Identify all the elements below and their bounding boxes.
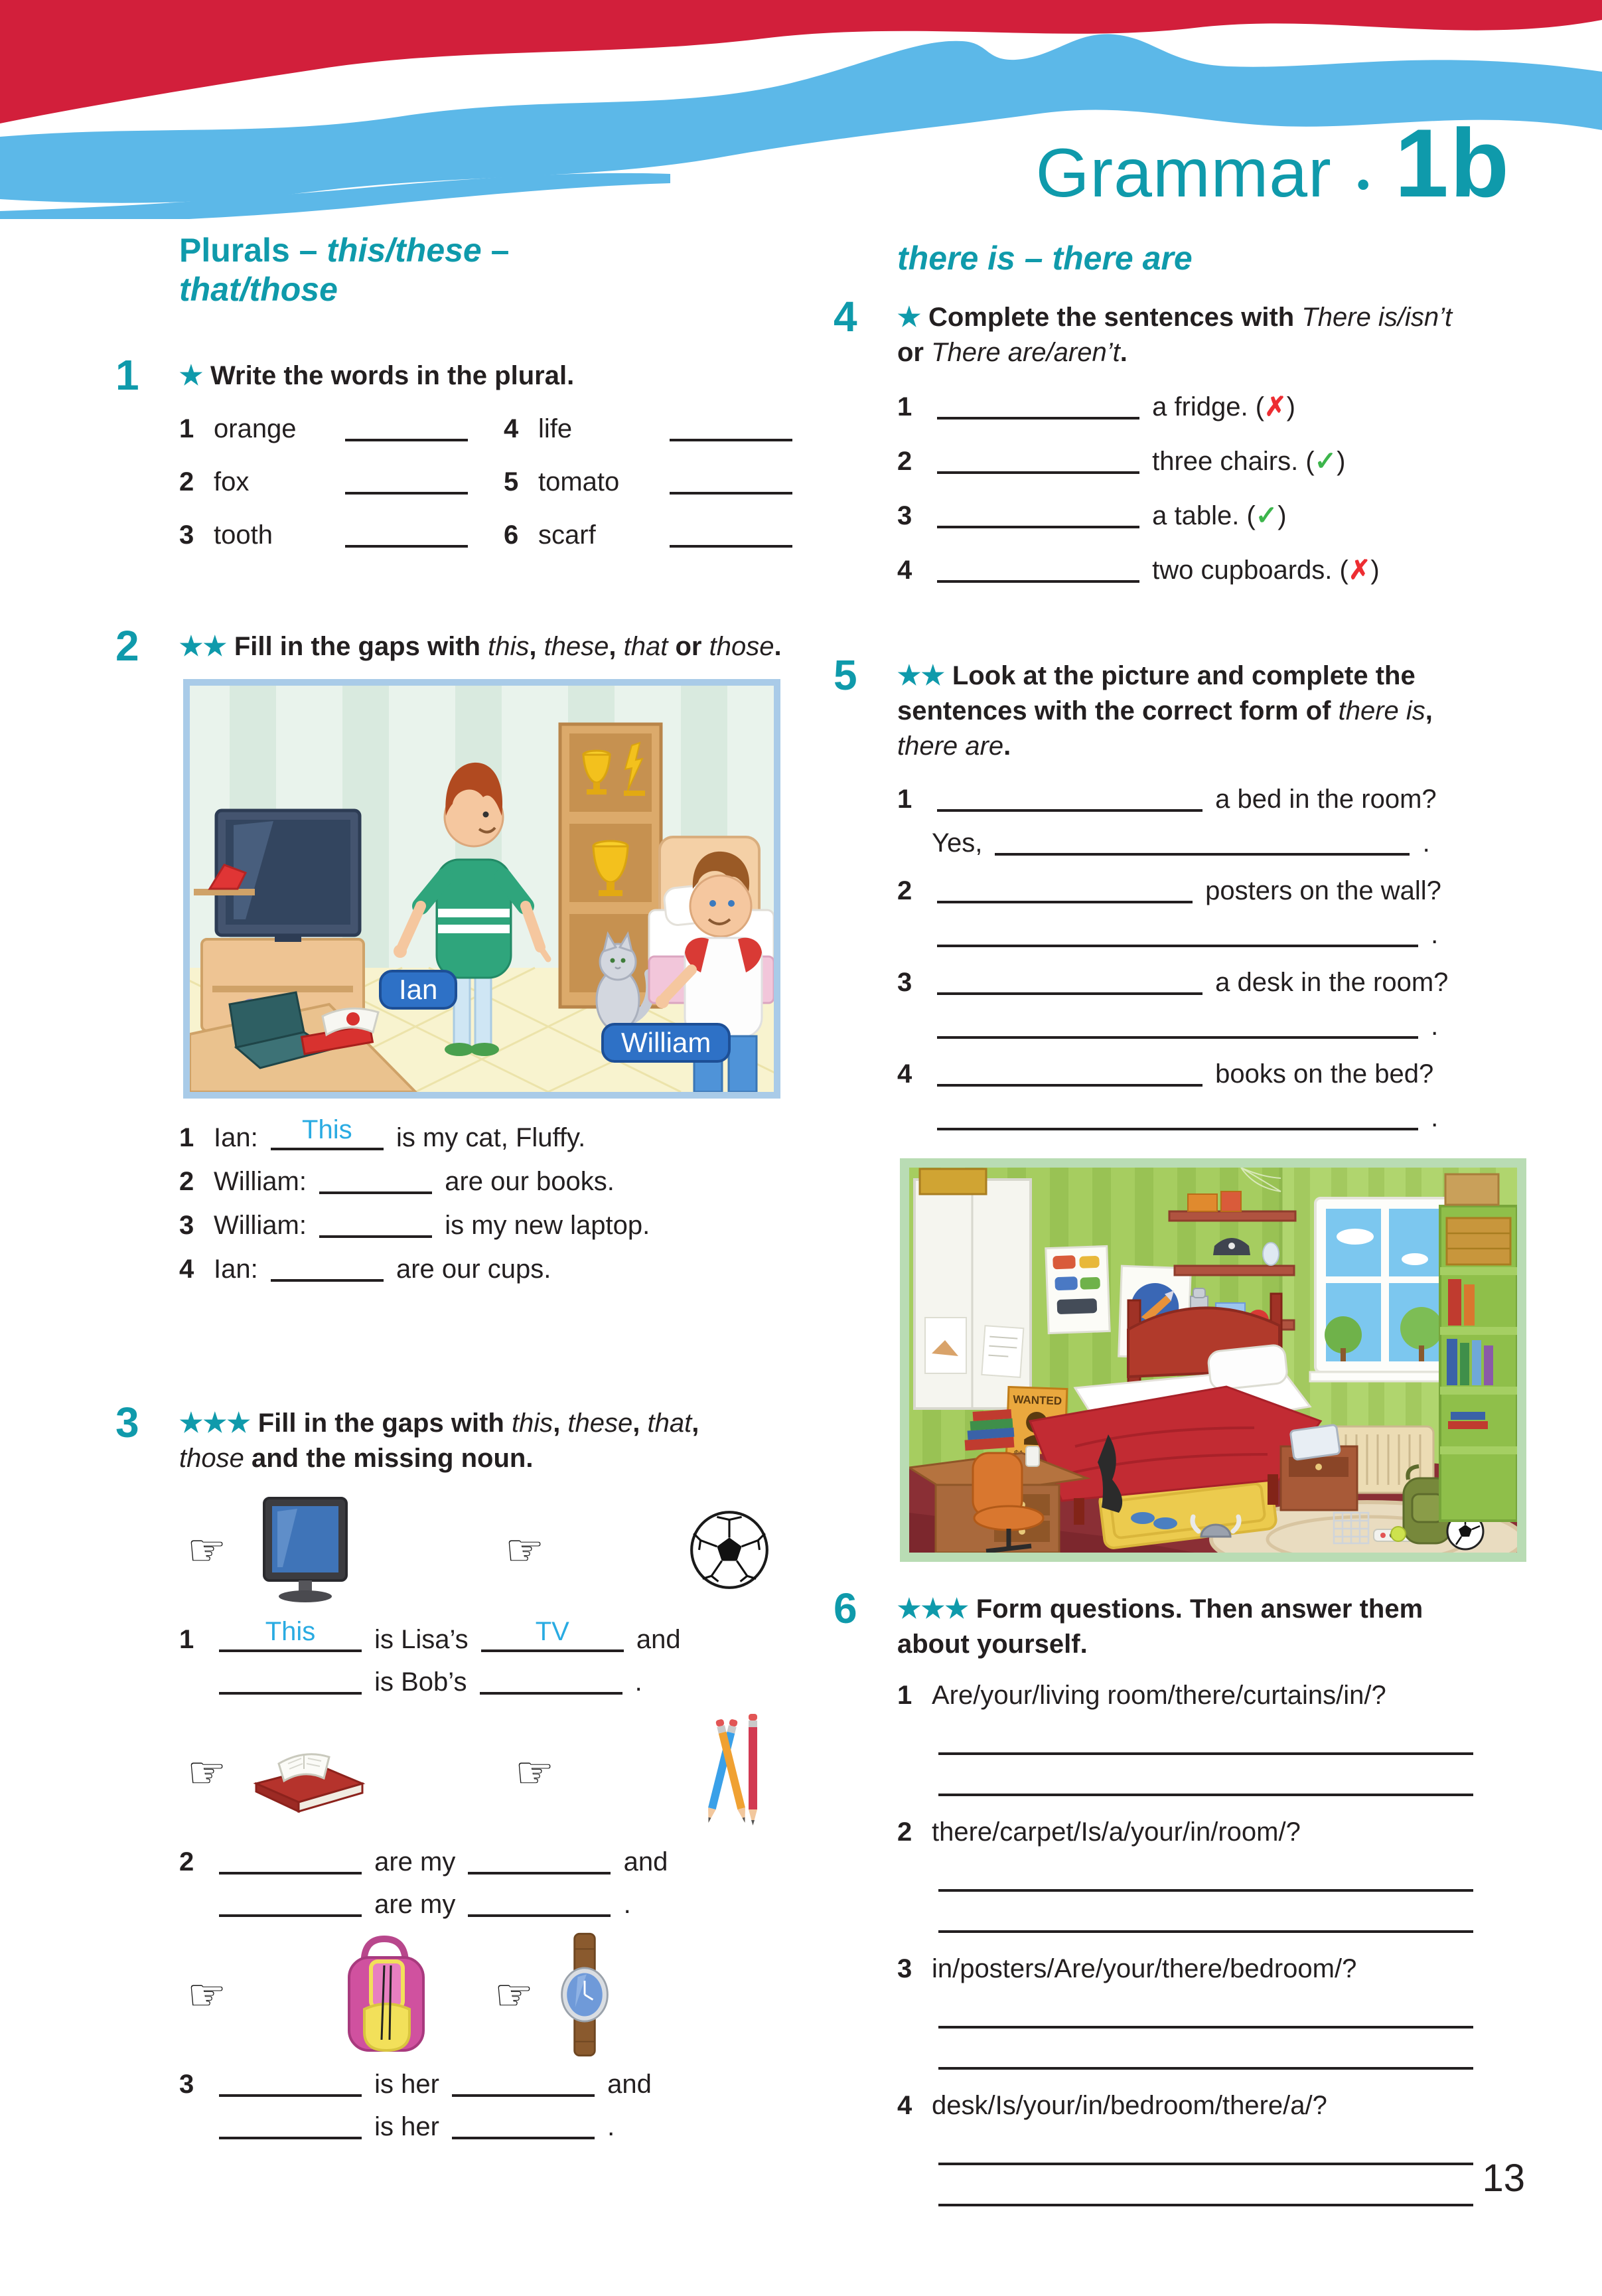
list-item: 1 a fridge. (✗) bbox=[897, 392, 1295, 421]
fill-in-blank bbox=[937, 1064, 1202, 1087]
list-item: 1 Are/your/living room/there/curtains/in/? bbox=[897, 1679, 1536, 1796]
fill-in-blank bbox=[937, 1108, 1418, 1130]
fill-in-blank bbox=[345, 419, 468, 441]
fill-in-blank bbox=[219, 1616, 362, 1652]
list-item: 1 orange bbox=[179, 412, 481, 445]
object-row-2 bbox=[179, 1708, 806, 1837]
list-item: 2 William: are our books. bbox=[179, 1166, 615, 1196]
exercise-3 bbox=[115, 1399, 806, 2150]
list-item: 4 books on the bed? . bbox=[897, 1059, 1439, 1133]
sentence-2-line-2: are my . bbox=[179, 1888, 806, 1921]
answer-text: This bbox=[302, 1114, 352, 1144]
answer-line bbox=[938, 2165, 1473, 2206]
section-title-plurals: Plurals – this/these – that/those bbox=[179, 232, 510, 308]
fill-in-blank bbox=[319, 1172, 432, 1194]
fill-in-blank bbox=[219, 1672, 362, 1695]
answer-text: TV bbox=[535, 1616, 569, 1646]
answer-line bbox=[938, 1851, 1473, 1892]
answer-line bbox=[938, 2124, 1473, 2165]
exercise-2 bbox=[115, 622, 796, 1296]
fill-in-blank bbox=[452, 2117, 595, 2139]
exercise-2-number: 2 bbox=[115, 622, 139, 670]
fill-in-blank bbox=[345, 472, 468, 495]
list-item: 3 William: is my new laptop. bbox=[179, 1210, 650, 1240]
exercise-1-items bbox=[179, 412, 806, 552]
name-label-ian: Ian bbox=[379, 970, 457, 1010]
page-title: Grammar bbox=[1035, 135, 1332, 212]
fill-in-blank bbox=[219, 1852, 362, 1875]
fill-in-blank bbox=[219, 1894, 362, 1917]
exercise-1-instruction: ★ Write the words in the plural. bbox=[179, 361, 575, 390]
page-header bbox=[1036, 108, 1510, 219]
fill-in-blank bbox=[271, 1114, 384, 1150]
object-row-1 bbox=[179, 1486, 806, 1615]
list-item: 4 desk/Is/your/in/bedroom/there/a/? bbox=[897, 2090, 1536, 2206]
exercise-2-instruction: ★★ Fill in the gaps with this, these, that or those. bbox=[179, 632, 782, 661]
list-item: 3 in/posters/Are/your/there/bedroom/? bbox=[897, 1953, 1536, 2070]
bullet-separator: • bbox=[1356, 165, 1370, 204]
exercise-1 bbox=[115, 351, 806, 552]
exercise-3-number: 3 bbox=[115, 1399, 139, 1446]
pointing-hand-icon: ☞ bbox=[187, 1970, 227, 2020]
fill-in-blank bbox=[937, 1016, 1418, 1039]
sentence-2: 2 are my and bbox=[179, 1847, 668, 1876]
fill-in-blank bbox=[937, 506, 1139, 528]
list-item: 6 scarf bbox=[504, 518, 806, 552]
pointing-hand-icon: ☞ bbox=[187, 1525, 227, 1575]
answer-line bbox=[938, 2028, 1473, 2070]
list-item: 3 a table. (✓) bbox=[897, 500, 1287, 530]
exercise-6-number: 6 bbox=[834, 1584, 857, 1632]
list-item: 2 posters on the wall? . bbox=[897, 876, 1441, 950]
pointing-hand-icon: ☞ bbox=[494, 1970, 534, 2020]
section-title-there-is: there is – there are bbox=[897, 240, 1193, 277]
fill-in-blank bbox=[319, 1215, 432, 1238]
fill-in-blank bbox=[937, 972, 1202, 995]
answer-line bbox=[938, 1714, 1473, 1755]
fill-in-blank bbox=[219, 2074, 362, 2097]
pointing-hand-icon: ☞ bbox=[187, 1748, 227, 1798]
fill-in-blank bbox=[271, 1259, 384, 1282]
fill-in-blank bbox=[670, 419, 792, 441]
backpack-image bbox=[332, 1928, 439, 2061]
list-item: 4 life bbox=[504, 412, 806, 445]
answer-line bbox=[938, 1755, 1473, 1796]
fill-in-blank bbox=[468, 1894, 611, 1917]
bedroom-illustration bbox=[900, 1158, 1526, 1562]
fill-in-blank bbox=[670, 472, 792, 495]
sentence-1-line-2: is Bob’s . bbox=[179, 1665, 806, 1699]
list-item: 5 tomato bbox=[504, 465, 806, 498]
pointing-hand-icon: ☞ bbox=[515, 1748, 555, 1798]
fill-in-blank bbox=[937, 560, 1139, 583]
page-number: 13 bbox=[1482, 2157, 1525, 2200]
list-item: 4 two cupboards. (✗) bbox=[897, 555, 1380, 585]
list-item: 4 Ian: are our cups. bbox=[179, 1254, 551, 1284]
exercise-6 bbox=[834, 1584, 1536, 2226]
sentence-3: 3 is her and bbox=[179, 2069, 652, 2099]
list-item: 3 tooth bbox=[179, 518, 481, 552]
fill-in-blank bbox=[345, 525, 468, 548]
fill-in-blank bbox=[937, 397, 1139, 420]
tv-image bbox=[249, 1495, 362, 1605]
list-item: 1 a bed in the room? Yes, . bbox=[897, 785, 1437, 858]
exercise-2-illustration bbox=[183, 679, 780, 1099]
fill-in-blank bbox=[670, 525, 792, 548]
exercise-4-instruction: ★ Complete the sentences with There is/isn’t or There are/aren’t. bbox=[897, 303, 1453, 367]
list-item: 2 three chairs. (✓) bbox=[897, 446, 1346, 476]
sentence-1: 1 This is Lisa’s TV and bbox=[179, 1623, 806, 1656]
watch-image bbox=[556, 1931, 613, 2058]
answer-line bbox=[938, 1987, 1473, 2028]
fill-in-blank bbox=[468, 1852, 611, 1875]
pointing-hand-icon: ☞ bbox=[505, 1525, 545, 1575]
name-label-william: William bbox=[601, 1023, 731, 1063]
list-item: 1 Ian: This is my cat, Fluffy. bbox=[179, 1121, 796, 1154]
exercise-5-number: 5 bbox=[834, 651, 857, 699]
list-item: 2 there/carpet/Is/a/your/in/room/? bbox=[897, 1816, 1536, 1933]
exercise-3-instruction: ★★★ Fill in the gaps with this, these, that, those and the missing noun. bbox=[179, 1409, 699, 1473]
pencils-image bbox=[693, 1713, 766, 1832]
bedroom-scene bbox=[909, 1168, 1517, 1553]
list-item: 2 fox bbox=[179, 465, 481, 498]
object-row-3 bbox=[179, 1930, 806, 2060]
fill-in-blank bbox=[219, 2117, 362, 2139]
fill-in-blank bbox=[937, 789, 1202, 812]
fill-in-blank bbox=[937, 451, 1139, 474]
svg-text:WANTED: WANTED bbox=[1013, 1393, 1062, 1408]
answer-line bbox=[938, 1892, 1473, 1933]
fill-in-blank bbox=[452, 2074, 595, 2097]
list-item: 3 a desk in the room? . bbox=[897, 968, 1449, 1041]
answer-text: This bbox=[265, 1616, 316, 1646]
exercise-4-number: 4 bbox=[834, 293, 857, 341]
exercise-5-instruction: ★★ Look at the picture and complete the sentences with the correct form of there is, there are. bbox=[897, 661, 1433, 761]
exercise-4 bbox=[834, 293, 1536, 608]
sentence-3-line-2: is her . bbox=[179, 2110, 806, 2143]
fill-in-blank bbox=[937, 881, 1193, 903]
books-image bbox=[237, 1722, 376, 1822]
unit-badge: 1b bbox=[1394, 109, 1510, 217]
exercise-6-instruction: ★★★ Form questions. Then answer them about yourself. bbox=[897, 1594, 1423, 1659]
exercise-1-number: 1 bbox=[115, 351, 139, 399]
fill-in-blank bbox=[937, 925, 1418, 947]
fill-in-blank bbox=[480, 1672, 622, 1695]
exercise-5 bbox=[834, 651, 1536, 1150]
fill-in-blank bbox=[995, 833, 1410, 856]
fill-in-blank bbox=[481, 1616, 624, 1652]
football-image bbox=[688, 1509, 771, 1591]
